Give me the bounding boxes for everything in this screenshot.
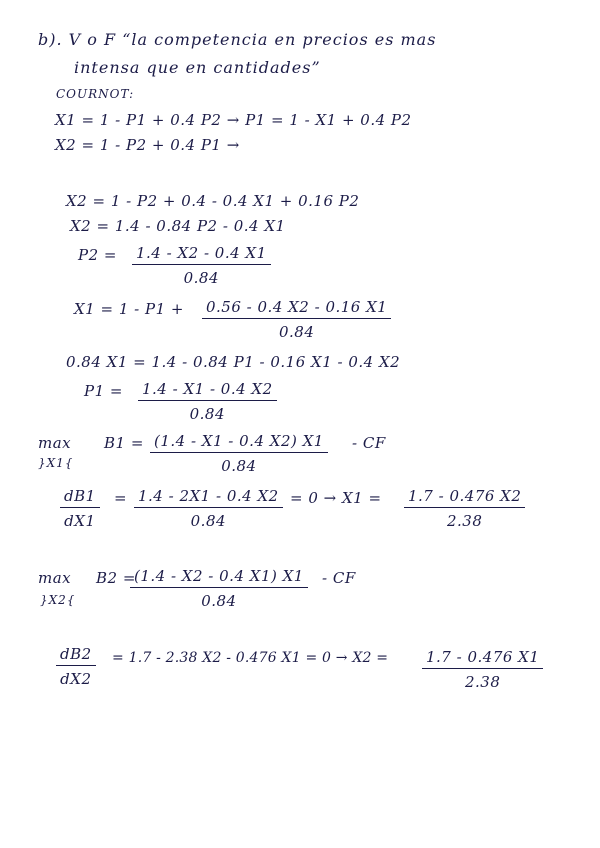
max-objective-1-tail: - CF bbox=[352, 434, 386, 452]
fraction-x1-reaction-numerator: 1.7 - 0.476 X2 bbox=[408, 487, 522, 505]
fraction-db1 bbox=[134, 487, 283, 530]
foc-2-middle: = 1.7 - 2.38 X2 - 0.476 X1 = 0 → X2 = bbox=[112, 650, 389, 666]
equation-substitution: X2 = 1 - P2 + 0.4 - 0.4 X1 + 0.16 P2 bbox=[66, 192, 360, 210]
fraction-p2-numerator: 1.4 - X2 - 0.4 X1 bbox=[136, 244, 267, 262]
fraction-p2 bbox=[132, 244, 271, 287]
fraction-x2-reaction-numerator: 1.7 - 0.476 X1 bbox=[426, 648, 540, 666]
fraction-p2-denominator: 0.84 bbox=[183, 269, 220, 287]
fraction-b1 bbox=[150, 432, 328, 475]
fraction-db1-denominator: 0.84 bbox=[190, 512, 227, 530]
equation-x2-simplified: X2 = 1.4 - 0.84 P2 - 0.4 X1 bbox=[70, 217, 286, 235]
fraction-b2 bbox=[130, 567, 308, 610]
fraction-b1-numerator: (1.4 - X1 - 0.4 X2) X1 bbox=[154, 432, 324, 450]
max-subscript-1: }X1{ bbox=[38, 456, 74, 470]
max-objective-1-lhs: B1 = bbox=[104, 434, 144, 452]
max-label-2: max bbox=[38, 569, 72, 587]
fraction-x1 bbox=[202, 298, 391, 341]
fraction-p1 bbox=[138, 380, 277, 423]
equation-p2-lhs: P2 = bbox=[78, 246, 117, 264]
max-objective-2-tail: - CF bbox=[322, 569, 356, 587]
fraction-b2-denominator: 0.84 bbox=[201, 592, 237, 610]
max-label-1: max bbox=[38, 434, 72, 452]
derivative-b2 bbox=[56, 645, 96, 688]
fraction-db1-numerator: 1.4 - 2X1 - 0.4 X2 bbox=[138, 487, 279, 505]
derivative-b1 bbox=[60, 487, 100, 530]
equals-sign: = bbox=[114, 489, 128, 507]
derivative-b2-top: dB2 bbox=[60, 645, 92, 663]
fraction-b1-denominator: 0.84 bbox=[221, 457, 257, 475]
derivative-b1-top: dB1 bbox=[64, 487, 96, 505]
fraction-x2-reaction bbox=[422, 648, 543, 691]
problem-title-line-2: intensa que en cantidades” bbox=[74, 58, 321, 77]
problem-title-line-1: b). V o F “la competencia en precios es mas bbox=[38, 30, 437, 49]
derivative-b2-bottom: dX2 bbox=[60, 670, 92, 688]
fraction-b2-numerator: (1.4 - X2 - 0.4 X1) X1 bbox=[134, 567, 304, 585]
section-label-cournot: COURNOT: bbox=[56, 87, 135, 101]
fraction-p1-numerator: 1.4 - X1 - 0.4 X2 bbox=[142, 380, 273, 398]
equation-x1-multiplied: 0.84 X1 = 1.4 - 0.84 P1 - 0.16 X1 - 0.4 X2 bbox=[66, 353, 401, 371]
max-subscript-2: }X2{ bbox=[40, 593, 76, 607]
fraction-x1-denominator: 0.84 bbox=[278, 323, 315, 341]
equation-x1-lhs: X1 = 1 - P1 + bbox=[74, 300, 184, 318]
max-objective-2-lhs: B2 = bbox=[96, 569, 136, 587]
fraction-x2-reaction-denominator: 2.38 bbox=[465, 673, 501, 691]
fraction-p1-denominator: 0.84 bbox=[189, 405, 226, 423]
fraction-x1-numerator: 0.56 - 0.4 X2 - 0.16 X1 bbox=[206, 298, 388, 316]
equation-demand-2: X2 = 1 - P2 + 0.4 P1 → bbox=[55, 136, 240, 154]
derivative-b1-bottom: dX1 bbox=[64, 512, 96, 530]
equation-demand-1: X1 = 1 - P1 + 0.4 P2 → P1 = 1 - X1 + 0.4 P2 bbox=[55, 111, 412, 129]
fraction-x1-reaction bbox=[404, 487, 525, 530]
equation-p1-lhs: P1 = bbox=[84, 382, 123, 400]
foc-1-middle: = 0 → X1 = bbox=[290, 489, 382, 507]
fraction-x1-reaction-denominator: 2.38 bbox=[447, 512, 483, 530]
